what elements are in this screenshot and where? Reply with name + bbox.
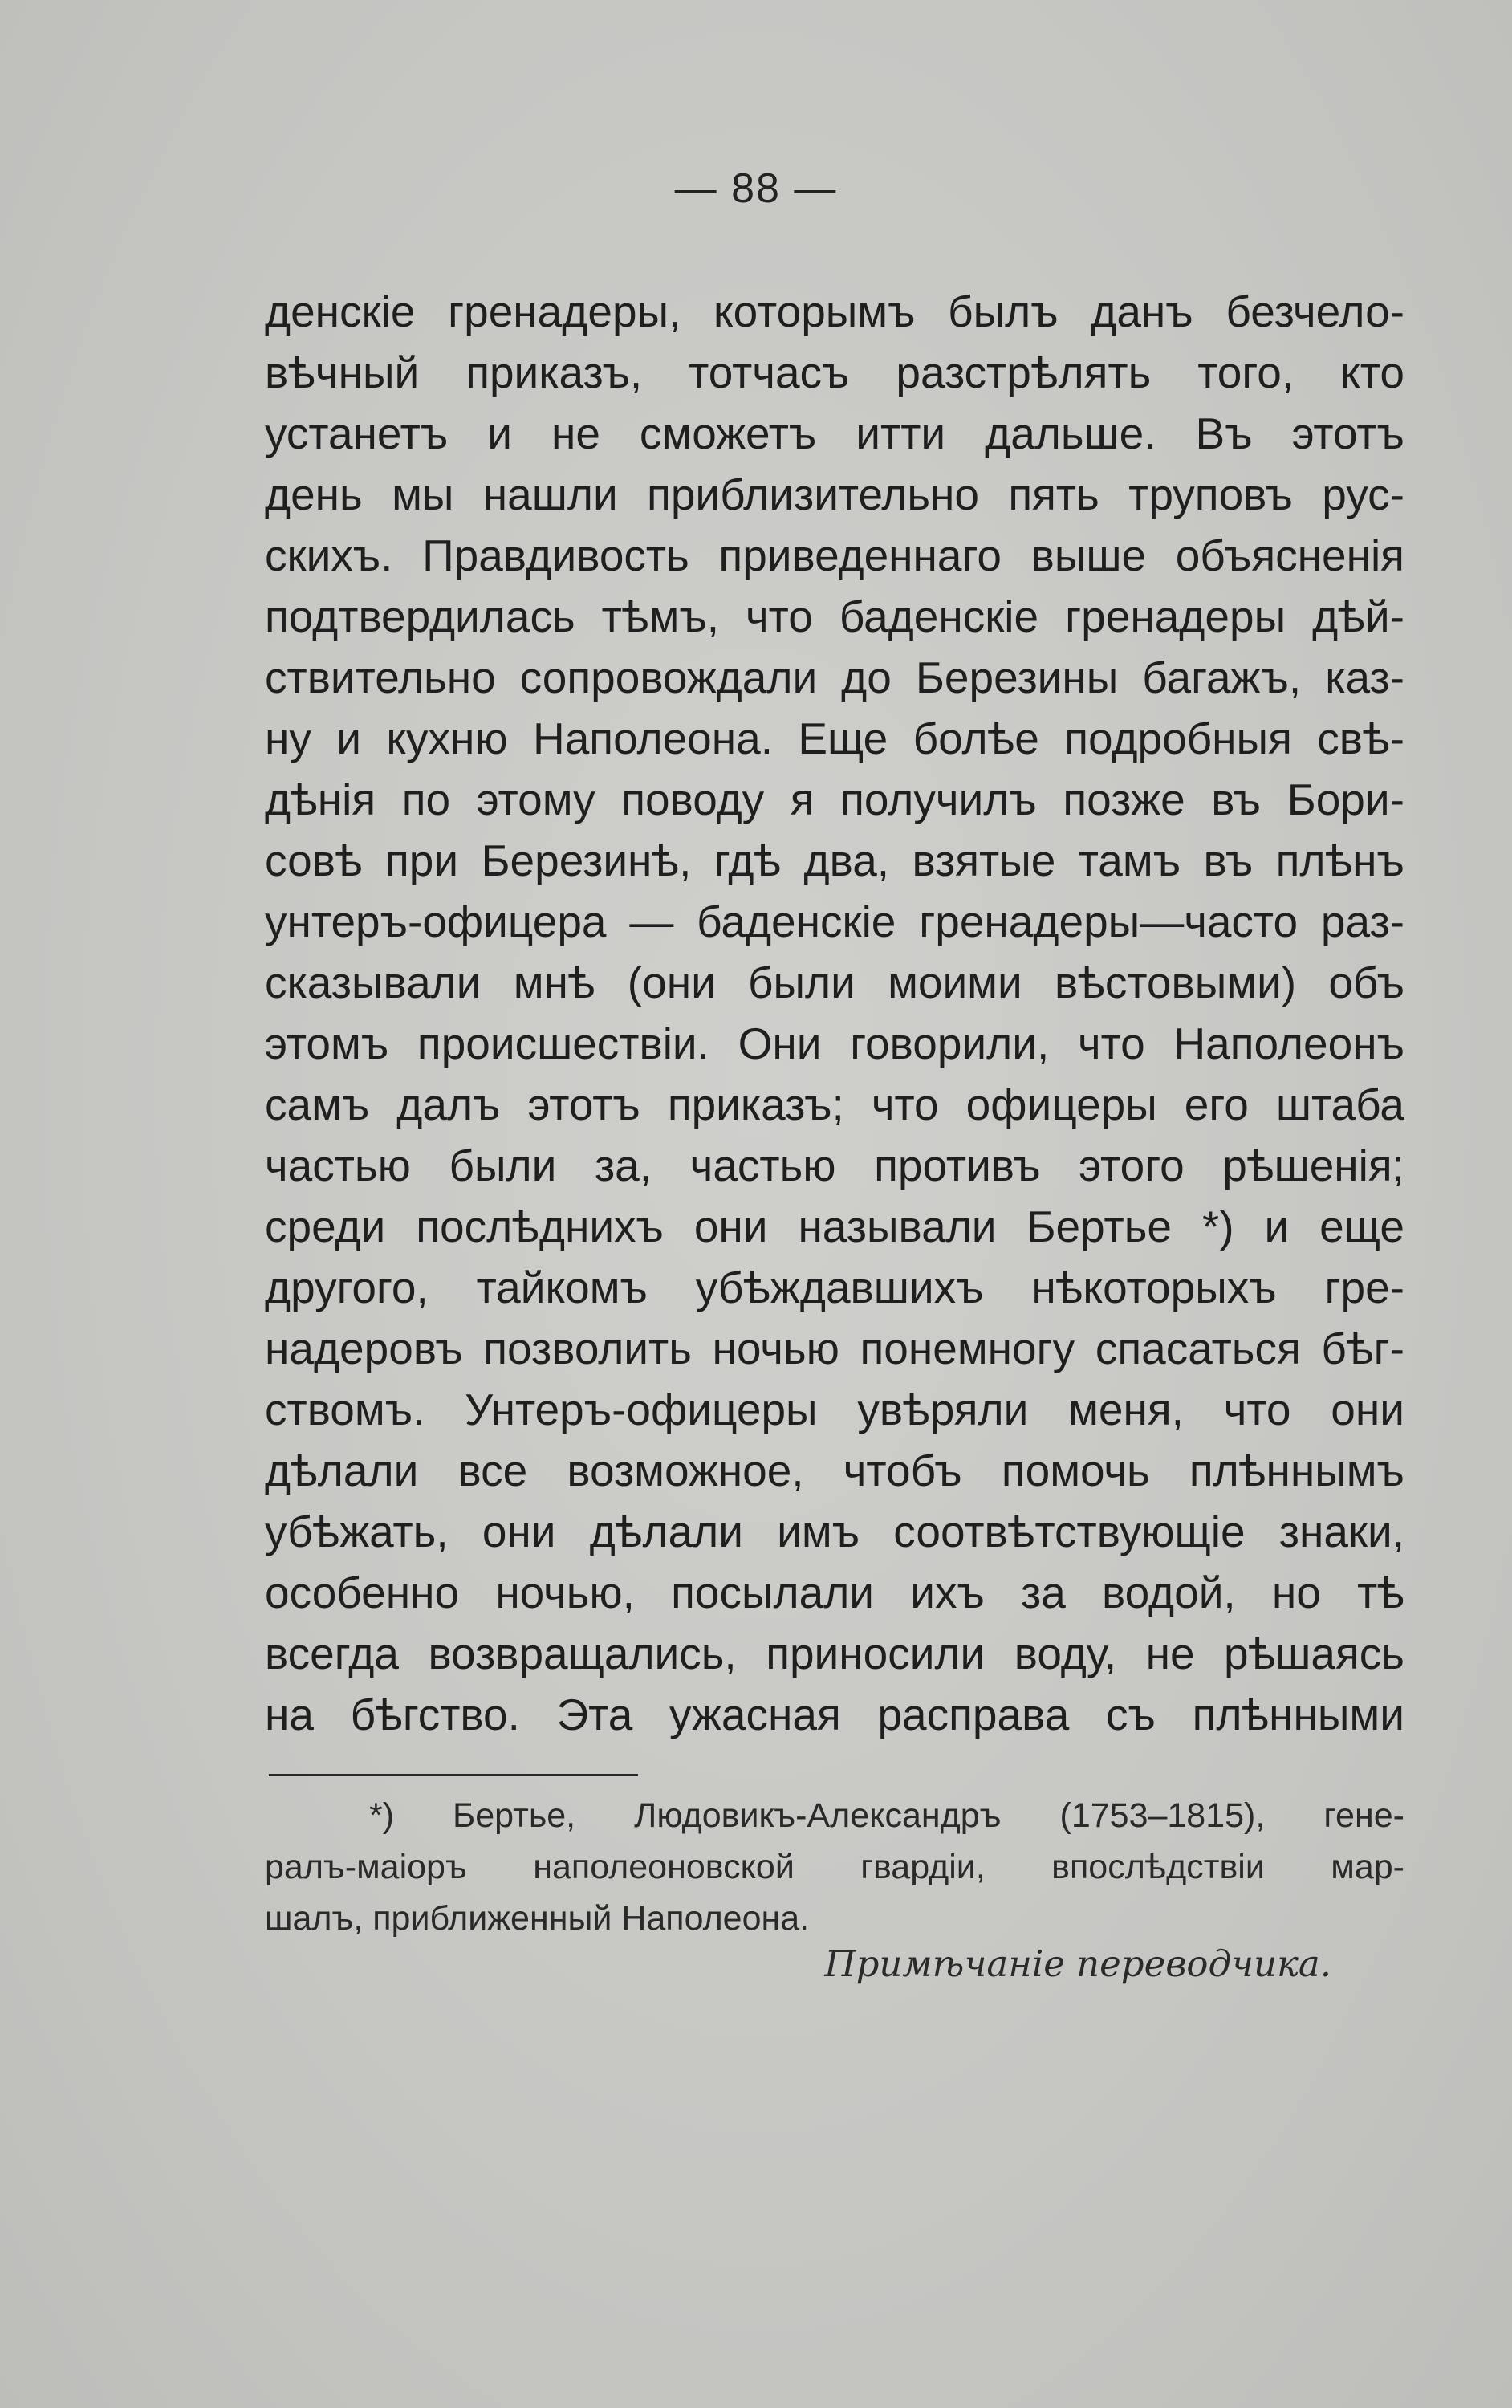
word: мар- xyxy=(1331,1848,1404,1886)
word: подробныя xyxy=(1064,714,1292,763)
word: тамъ xyxy=(1078,836,1181,885)
word: ночью xyxy=(712,1324,839,1373)
word: среди xyxy=(265,1202,386,1251)
word: устанетъ xyxy=(265,409,449,458)
word: меня, xyxy=(1068,1385,1184,1434)
word: штаба xyxy=(1275,1080,1404,1129)
word: Бертье xyxy=(1026,1202,1172,1251)
word: этого xyxy=(1079,1141,1185,1190)
word: дѣй- xyxy=(1312,592,1404,641)
word: рѣшенія; xyxy=(1222,1141,1404,1190)
word: поводу xyxy=(621,775,765,824)
text-line xyxy=(265,1135,1404,1196)
word: происшествіи. xyxy=(417,1019,709,1068)
word: ствительно xyxy=(265,653,496,702)
text-line xyxy=(265,1379,1404,1440)
word: болѣе xyxy=(912,714,1039,763)
word: тайкомъ xyxy=(476,1263,648,1312)
word: плѣннымъ xyxy=(1189,1446,1404,1495)
word: я xyxy=(790,775,815,824)
word: этотъ xyxy=(527,1080,640,1129)
word: они xyxy=(482,1507,556,1556)
word: соотвѣтствующіе xyxy=(893,1507,1246,1556)
word: объясненія xyxy=(1175,531,1404,580)
word: приведеннаго xyxy=(718,531,1002,580)
word: плѣнъ xyxy=(1275,836,1404,885)
text-line xyxy=(265,1623,1404,1684)
text-line xyxy=(265,281,1404,342)
word: имъ xyxy=(777,1507,860,1556)
word: спасаться xyxy=(1095,1324,1301,1373)
word: возможное, xyxy=(567,1446,804,1495)
word: что xyxy=(1223,1385,1291,1434)
text-line xyxy=(265,586,1404,647)
word: сможетъ xyxy=(639,409,817,458)
text-line xyxy=(265,708,1404,769)
word: скихъ. xyxy=(265,531,393,580)
word: Унтеръ-офицеры xyxy=(465,1385,818,1434)
word: они xyxy=(1331,1385,1404,1434)
text-line xyxy=(265,891,1404,952)
word: Березины xyxy=(915,653,1119,702)
word: ралъ-маіоръ xyxy=(265,1848,467,1886)
word: были xyxy=(748,958,856,1007)
word: что xyxy=(1077,1019,1145,1068)
word: водой, xyxy=(1102,1568,1236,1617)
word: ихъ xyxy=(910,1568,985,1617)
word: приказъ; xyxy=(667,1080,844,1129)
word: свѣ- xyxy=(1317,714,1404,763)
word: баденскіе xyxy=(839,592,1039,641)
body-text xyxy=(265,281,1404,1745)
word: выше xyxy=(1030,531,1147,580)
word: называли xyxy=(798,1202,997,1251)
word: но xyxy=(1271,1568,1321,1617)
word: до xyxy=(841,653,892,702)
translator-note: Примѣчаніе переводчика. xyxy=(824,1942,1331,1985)
word: дѣлали xyxy=(265,1446,419,1495)
footnote-line xyxy=(265,1790,1404,1841)
word: посылали xyxy=(671,1568,875,1617)
word: позже xyxy=(1063,775,1185,824)
word: ствомъ. xyxy=(265,1385,425,1434)
word: пять xyxy=(1008,470,1099,519)
word: въ xyxy=(1203,836,1254,885)
word: совѣ xyxy=(265,836,363,885)
word: гдѣ xyxy=(713,836,782,885)
word: гвардіи, xyxy=(860,1848,986,1886)
footnote xyxy=(265,1790,1404,1944)
word: тѣмъ, xyxy=(601,592,719,641)
word: и xyxy=(487,409,512,458)
word: при xyxy=(385,836,459,885)
text-line xyxy=(265,647,1404,708)
text-line xyxy=(265,403,1404,464)
word: (1753–1815), xyxy=(1059,1796,1266,1835)
word: и xyxy=(1264,1202,1290,1251)
word: знаки, xyxy=(1278,1507,1404,1556)
word: подтвердилась xyxy=(265,592,575,641)
word: послѣднихъ xyxy=(416,1202,664,1251)
word: Людовикъ-Александръ xyxy=(634,1796,1002,1835)
word: они xyxy=(693,1202,768,1251)
word: Еще xyxy=(798,714,888,763)
word: Эта xyxy=(556,1690,633,1739)
word: взятые xyxy=(912,836,1056,885)
word: приносили xyxy=(766,1629,986,1678)
word: гене- xyxy=(1323,1796,1404,1835)
word: тѣ xyxy=(1357,1568,1404,1617)
word: гре- xyxy=(1324,1263,1404,1312)
text-line xyxy=(265,830,1404,891)
page-number: — 88 — xyxy=(674,165,838,212)
word: его xyxy=(1184,1080,1249,1129)
word: получилъ xyxy=(840,775,1037,824)
word: плѣнными xyxy=(1192,1690,1404,1739)
word: былъ xyxy=(948,287,1059,336)
word: помочь xyxy=(1001,1446,1150,1495)
word: вѣчный xyxy=(265,348,420,397)
word: были xyxy=(449,1141,557,1190)
word: данъ xyxy=(1091,287,1193,336)
word: *) xyxy=(1201,1202,1234,1251)
word: приблизительно xyxy=(647,470,979,519)
word: убѣждавшихъ xyxy=(695,1263,984,1312)
word: моими xyxy=(888,958,1022,1007)
word: безчело- xyxy=(1225,287,1404,336)
word: денскіе xyxy=(265,287,416,336)
word: *) xyxy=(369,1796,395,1835)
word: сказывали xyxy=(265,958,482,1007)
word: Наполеонъ xyxy=(1173,1019,1404,1068)
word: что xyxy=(871,1080,939,1129)
word: раз- xyxy=(1320,897,1404,946)
word: тотчасъ xyxy=(689,348,850,397)
word: дѣнія xyxy=(265,775,376,824)
word: ужасная xyxy=(669,1690,841,1739)
word: итти xyxy=(856,409,946,458)
word: этомъ xyxy=(265,1019,389,1068)
word: увѣряли xyxy=(857,1385,1029,1434)
word: мнѣ xyxy=(513,958,595,1007)
text-line xyxy=(265,342,1404,403)
word: рѣшаясь xyxy=(1224,1629,1404,1678)
text-line xyxy=(265,525,1404,586)
word: съ xyxy=(1105,1690,1156,1739)
word: гренадеры, xyxy=(448,287,681,336)
word: Наполеона. xyxy=(533,714,773,763)
word: багажъ, xyxy=(1142,653,1302,702)
word: особенно xyxy=(265,1568,460,1617)
word: самъ xyxy=(265,1080,370,1129)
word: другого, xyxy=(265,1263,429,1312)
word: рус- xyxy=(1322,470,1404,519)
word: далъ xyxy=(396,1080,501,1129)
word: не xyxy=(551,409,600,458)
word: кухню xyxy=(386,714,508,763)
word: дѣлали xyxy=(589,1507,743,1556)
text-line xyxy=(265,1074,1404,1135)
word: кто xyxy=(1340,348,1404,397)
word: труповъ xyxy=(1128,470,1293,519)
word: наполеоновской xyxy=(533,1848,795,1886)
word: разстрѣлять xyxy=(896,348,1152,397)
word: Березинѣ, xyxy=(481,836,692,885)
word: Правдивость xyxy=(422,531,689,580)
word: позволить xyxy=(483,1324,692,1373)
word: Они xyxy=(738,1019,822,1068)
word: мы xyxy=(392,470,454,519)
word: офицеры xyxy=(965,1080,1157,1129)
text-line xyxy=(265,769,1404,830)
word: что xyxy=(746,592,813,641)
text-line xyxy=(265,952,1404,1013)
word: этому xyxy=(476,775,595,824)
word: на xyxy=(265,1690,314,1739)
word: частью xyxy=(689,1141,836,1190)
word: (они xyxy=(627,958,716,1007)
word: которымъ xyxy=(713,287,916,336)
word: въ xyxy=(1211,775,1262,824)
word: надеровъ xyxy=(265,1324,463,1373)
text-line xyxy=(265,1318,1404,1379)
word: все xyxy=(457,1446,528,1495)
word: вѣстовыми) xyxy=(1054,958,1297,1007)
word: понемногу xyxy=(860,1324,1075,1373)
text-line xyxy=(265,1013,1404,1074)
word: за xyxy=(1021,1568,1066,1617)
word: за, xyxy=(594,1141,652,1190)
word: ну xyxy=(265,714,311,763)
text-line xyxy=(265,1562,1404,1623)
footnote-divider xyxy=(269,1774,638,1776)
text-line xyxy=(265,1440,1404,1501)
footnote-line: шалъ, приближенный Наполеона. xyxy=(265,1899,810,1938)
word: не xyxy=(1145,1629,1195,1678)
word: расправа xyxy=(877,1690,1070,1739)
word: Бертье, xyxy=(453,1796,576,1835)
word: объ xyxy=(1328,958,1404,1007)
word: гренадеры xyxy=(1065,592,1286,641)
text-line xyxy=(265,1501,1404,1562)
word: противъ xyxy=(874,1141,1041,1190)
word: два, xyxy=(803,836,890,885)
word: воду, xyxy=(1014,1629,1117,1678)
word: того, xyxy=(1197,348,1295,397)
word: приказъ, xyxy=(465,348,643,397)
text-line xyxy=(265,1257,1404,1318)
word: убѣжать, xyxy=(265,1507,449,1556)
word: возвращались, xyxy=(428,1629,737,1678)
word: дальше. xyxy=(985,409,1156,458)
word: сопровождали xyxy=(519,653,818,702)
word: всегда xyxy=(265,1629,399,1678)
word: еще xyxy=(1319,1202,1404,1251)
word: ночью, xyxy=(495,1568,635,1617)
word: нѣкоторыхъ xyxy=(1031,1263,1277,1312)
word: нашли xyxy=(482,470,618,519)
word: Въ xyxy=(1195,409,1253,458)
word: бѣг- xyxy=(1321,1324,1404,1373)
text-line xyxy=(265,464,1404,525)
footnote-line xyxy=(265,1841,1404,1893)
word: баденскіе xyxy=(697,897,896,946)
word: Бори- xyxy=(1286,775,1404,824)
text-line xyxy=(265,1684,1404,1745)
word: гренадеры—часто xyxy=(919,897,1299,946)
word: говорили, xyxy=(850,1019,1050,1068)
word: этотъ xyxy=(1291,409,1404,458)
text-line xyxy=(265,1196,1404,1257)
word: унтеръ-офицера xyxy=(265,897,607,946)
word: частью xyxy=(265,1141,411,1190)
word: впослѣдствіи xyxy=(1051,1848,1265,1886)
word: по xyxy=(401,775,451,824)
word: — xyxy=(629,897,674,946)
word: чтобъ xyxy=(843,1446,962,1495)
word: каз- xyxy=(1325,653,1404,702)
word: бѣгство. xyxy=(350,1690,520,1739)
word: и xyxy=(336,714,361,763)
word: день xyxy=(265,470,363,519)
